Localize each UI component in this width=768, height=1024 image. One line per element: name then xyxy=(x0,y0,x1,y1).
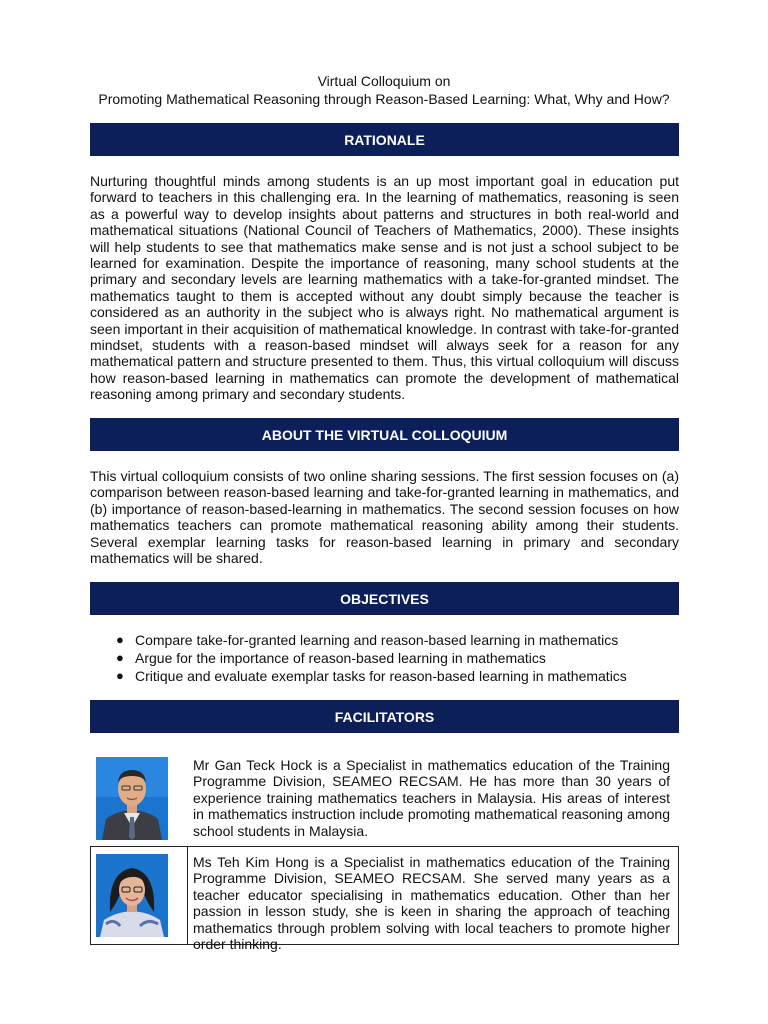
facilitator-bio-teh: Ms Teh Kim Hong is a Specialist in mathematics education of the Training Programme Division, SEAMEO RECSAM. She served many years as a teacher educator specialising in mathematics education. Other than her passion in lesson study, she is keen in sharing the approach of teaching mathematics through problem solving with local teachers to promote higher order thinking. xyxy=(193,854,670,953)
document-title-line1: Virtual Colloquium on xyxy=(317,73,451,89)
objectives-list xyxy=(90,631,679,685)
document-title-line2: Promoting Mathematical Reasoning through Reason-Based Learning: What, Why and How? xyxy=(98,91,670,107)
bullet-icon: ● xyxy=(116,632,124,647)
section-heading-about: ABOUT THE VIRTUAL COLLOQUIUM xyxy=(90,418,679,451)
objective-item xyxy=(90,667,679,685)
rationale-paragraph: Nurturing thoughtful minds among students is an up most important goal in education put forward to teachers in this challenging era. In the learning of mathematics, reasoning is seen as a powerful way to develop insights about patterns and structures in both real-world and mathematical situations (National Council of Teachers of Mathematics, 2000). These insights will help students to see that mathematics make sense and is not just a school subject to be learned for examination. Despite the importance of reasoning, many school students at the primary and secondary levels are learning mathematics with a take-for-granted mindset. The mathematics taught to them is accepted without any doubt simply because the teacher is considered as an authority in the subject who is always right. No mathematical argument is seen important in their acquisition of mathematical knowledge. In contrast with take-for-granted mindset, students with a reason-based mindset will always seek for a reason for any mathematical pattern and structure presented to them. Thus, this virtual colloquium will discuss how reason-based learning in mathematics can promote the development of mathematical reasoning among primary and secondary students. xyxy=(90,173,679,403)
table-divider xyxy=(187,847,188,944)
objective-text: Argue for the importance of reason-based learning in mathematics xyxy=(135,650,546,666)
objective-item xyxy=(90,649,679,667)
section-heading-objectives: OBJECTIVES xyxy=(90,582,679,615)
about-paragraph: This virtual colloquium consists of two online sharing sessions. The first session focuses on (a) comparison between reason-based learning and take-for-granted learning in mathematics, and (b) importance of reason-based-learning in mathematics. The second session focuses on how mathematics teachers can promote mathematical reasoning ability among their students. Several exemplar learning tasks for reason-based learning in primary and secondary mathematics will be shared. xyxy=(90,468,679,567)
bullet-icon: ● xyxy=(116,668,124,683)
facilitator-photo-gan xyxy=(96,757,168,840)
section-heading-rationale: RATIONALE xyxy=(90,123,679,156)
facilitator-row xyxy=(90,748,679,846)
bullet-icon: ● xyxy=(116,650,124,665)
objective-text: Compare take-for-granted learning and reason-based learning in mathematics xyxy=(135,632,619,648)
objective-item xyxy=(90,631,679,649)
facilitators-table xyxy=(90,748,679,953)
facilitator-bio-gan: Mr Gan Teck Hock is a Specialist in mathematics education of the Training Programme Division, SEAMEO RECSAM. He has more than 30 years of experience training mathematics teachers in Malaysia. His areas of interest in mathematics instruction include promoting mathematical reasoning among school students in Malaysia. xyxy=(193,757,670,839)
facilitator-photo-teh xyxy=(96,854,168,937)
objective-text: Critique and evaluate exemplar tasks for reason-based learning in mathematics xyxy=(135,668,627,684)
section-heading-facilitators: FACILITATORS xyxy=(90,700,679,733)
facilitator-row xyxy=(90,846,679,953)
